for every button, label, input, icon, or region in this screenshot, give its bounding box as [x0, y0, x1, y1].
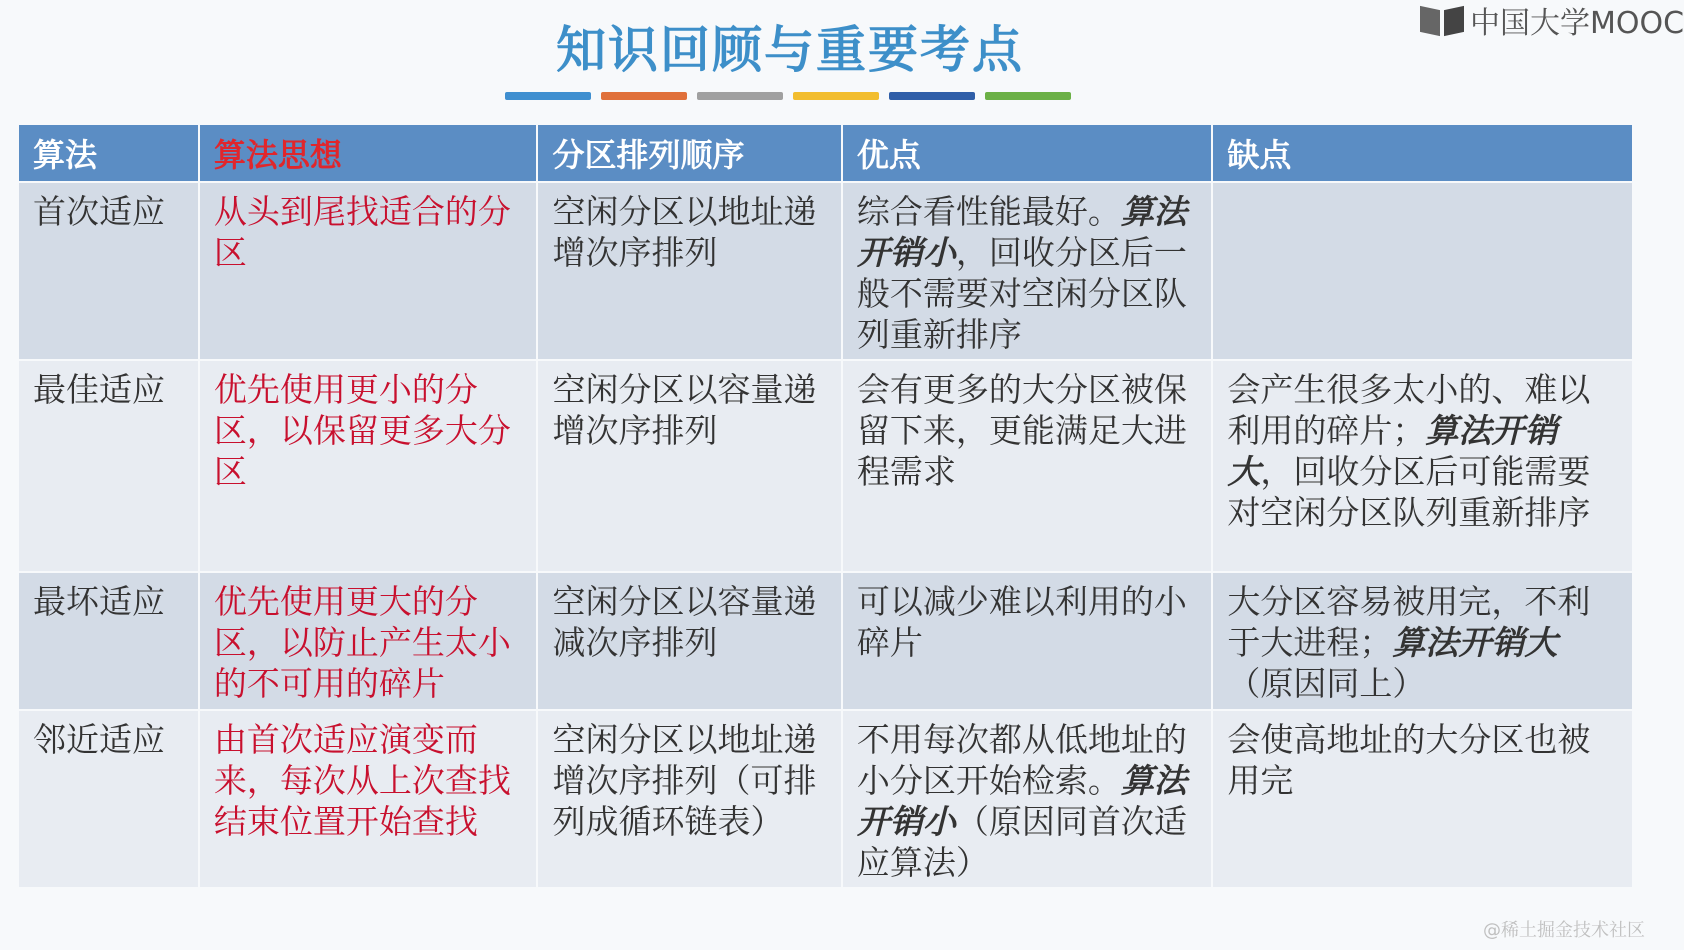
stripe-blue — [505, 92, 591, 100]
cell-pros — [843, 183, 1212, 359]
pros-text: 不用每次都从低地址的小分区开始检索。 — [856, 720, 1187, 800]
cell-idea: 优先使用更大的分区，以防止产生太小的不可用的碎片 — [200, 573, 537, 709]
pros-text-tail: ，回收分区后一般不需要对空闲分区队列重新排序 — [856, 233, 1187, 354]
mooc-logo — [1420, 0, 1684, 41]
pros-emphasis: 算法开销小 — [856, 192, 1187, 272]
cell-order: 空闲分区以地址递增次序排列（可排列成循环链表） — [538, 711, 840, 887]
cell-order: 空闲分区以地址递增次序排列 — [538, 183, 840, 359]
cell-algorithm: 邻近适应 — [19, 711, 198, 887]
cons-text-tail: ，回收分区后可能需要对空闲分区队列重新排序 — [1227, 452, 1591, 532]
table-header-row — [19, 125, 1632, 181]
cell-cons — [1213, 183, 1632, 359]
cons-emphasis: 算法开销大 — [1392, 623, 1558, 662]
cell-order: 空闲分区以容量递减次序排列 — [538, 573, 840, 709]
watermark: @稀土掘金技术社区 — [1483, 920, 1645, 941]
cell-algorithm: 首次适应 — [19, 183, 198, 359]
cell-cons — [1213, 573, 1632, 709]
pros-text-tail: （原因同首次适应算法） — [856, 802, 1187, 882]
cell-pros — [843, 573, 1212, 709]
table-row — [19, 183, 1632, 359]
slide-title: 知识回顾与重要考点 — [556, 21, 1024, 79]
cell-algorithm: 最坏适应 — [19, 573, 198, 709]
pros-text: 可以减少难以利用的小碎片 — [856, 582, 1187, 662]
title-underline-stripes — [505, 92, 1071, 100]
header-cons: 缺点 — [1213, 125, 1632, 181]
cell-idea: 从头到尾找适合的分区 — [200, 183, 537, 359]
pros-emphasis: 算法开销小 — [856, 761, 1187, 841]
header-algorithm: 算法 — [19, 125, 198, 181]
stripe-green — [985, 92, 1071, 100]
allocation-algorithms-table — [17, 123, 1634, 889]
cell-order: 空闲分区以容量递增次序排列 — [538, 361, 840, 571]
cell-pros — [843, 361, 1212, 571]
cons-text: 会产生很多太小的、难以利用的碎片； — [1227, 370, 1591, 450]
cons-text: 大分区容易被用完，不利于大进程； — [1227, 582, 1591, 662]
header-order: 分区排列顺序 — [538, 125, 840, 181]
table-row — [19, 361, 1632, 571]
cons-emphasis: 算法开销大 — [1227, 411, 1558, 491]
book-logo-icon — [1420, 4, 1464, 36]
header-idea: 算法思想 — [200, 125, 537, 181]
stripe-navy — [889, 92, 975, 100]
cell-cons — [1213, 361, 1632, 571]
cons-text: 会使高地址的大分区也被用完 — [1227, 720, 1591, 800]
stripe-yellow — [793, 92, 879, 100]
pros-text: 综合看性能最好。 — [856, 192, 1121, 231]
header-pros: 优点 — [843, 125, 1212, 181]
cell-pros — [843, 711, 1212, 887]
stripe-gray — [697, 92, 783, 100]
cell-idea: 优先使用更小的分区，以保留更多大分区 — [200, 361, 537, 571]
cons-text-tail: （原因同上） — [1227, 664, 1426, 703]
table-row — [19, 711, 1632, 887]
cell-algorithm: 最佳适应 — [19, 361, 198, 571]
pros-text: 会有更多的大分区被保留下来，更能满足大进程需求 — [856, 370, 1187, 491]
table-row — [19, 573, 1632, 709]
stripe-orange — [601, 92, 687, 100]
logo-text: 中国大学MOOC — [1470, 6, 1684, 41]
cell-cons — [1213, 711, 1632, 887]
cell-idea: 由首次适应演变而来，每次从上次查找结束位置开始查找 — [200, 711, 537, 887]
